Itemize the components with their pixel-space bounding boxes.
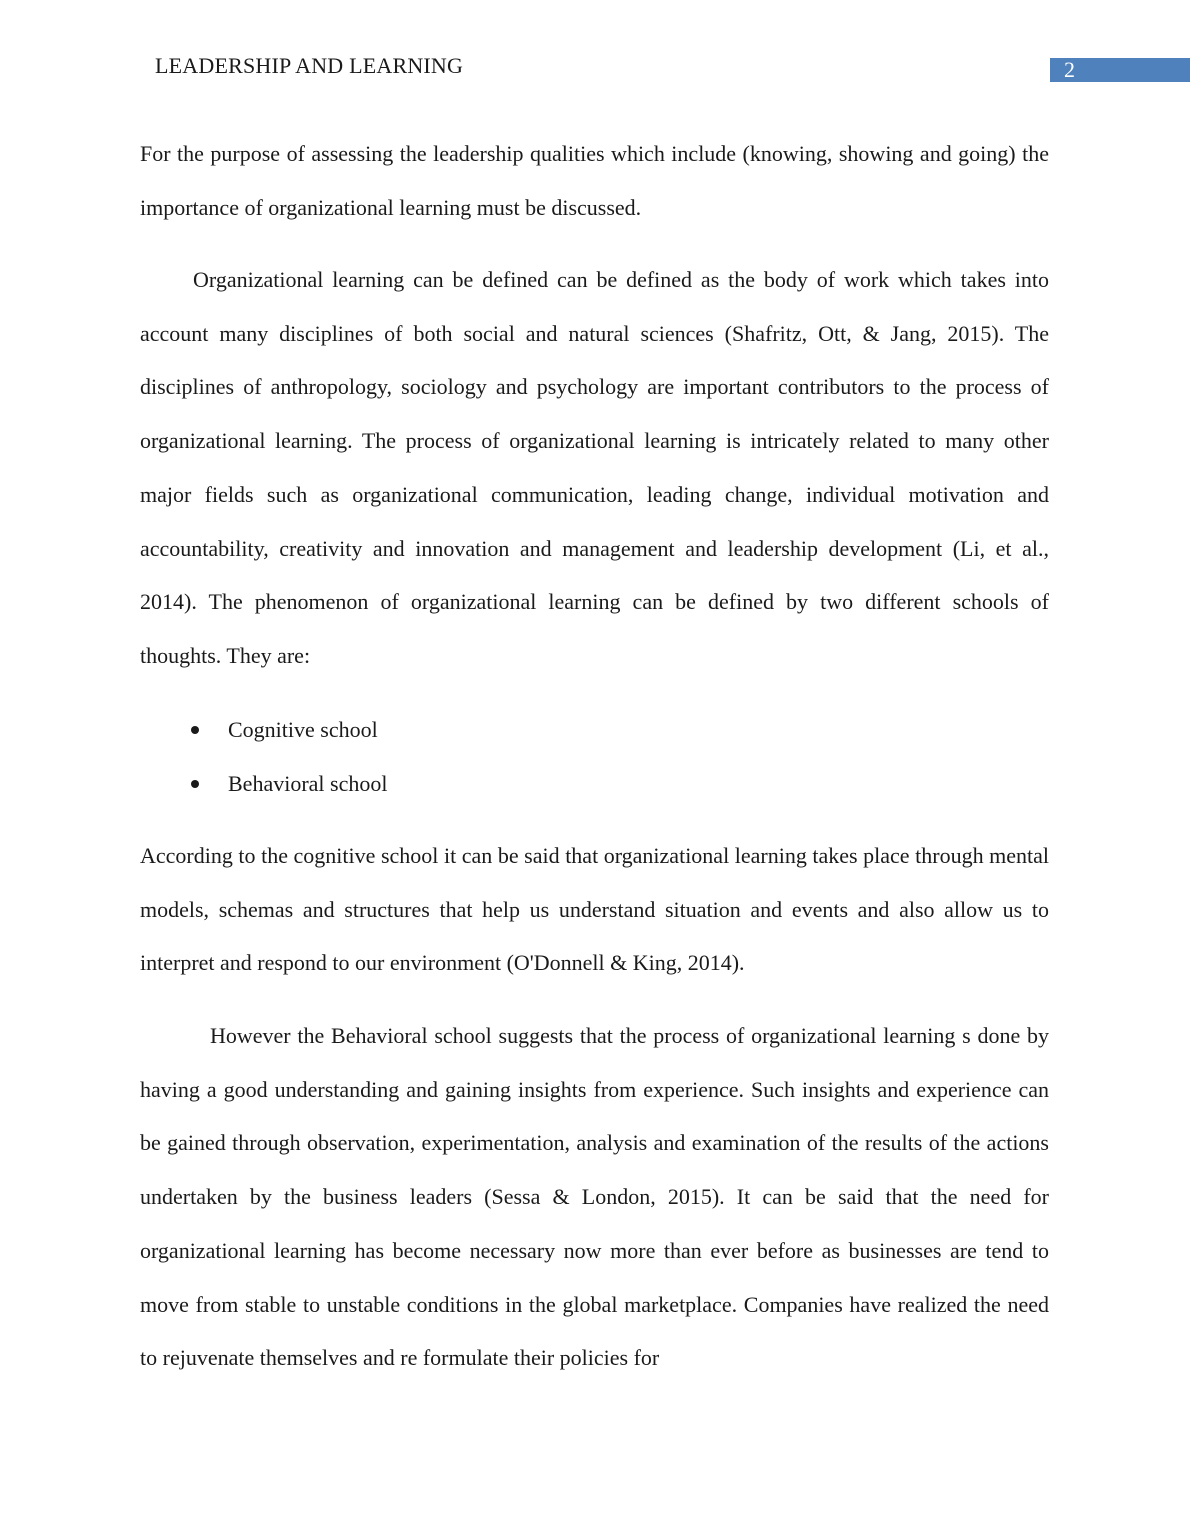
page-number-bar (1050, 58, 1190, 82)
paragraph-cognitive-school: According to the cognitive school it can be said that organizational learning takes place through mental models, schemas and structures that help us understand situation and events and also allow us to interpret and respond to our environment (O'Donnell & King, 2014). (140, 843, 1049, 976)
bullet-icon (191, 780, 199, 788)
schools-list (140, 703, 1049, 810)
bullet-icon (191, 726, 199, 734)
list-item-label: Behavioral school (228, 770, 388, 796)
running-head: LEADERSHIP AND LEARNING (155, 53, 464, 78)
page-number: 2 (1064, 57, 1075, 82)
list-item (140, 703, 1049, 757)
paragraph-definition: Organizational learning can be defined can be defined as the body of work which takes into account many disciplines of both social and natural sciences (Shafritz, Ott, & Jang, 2015). The disciplines of anthropology, sociology and psychology are important contributors to the process of organizational learning. The process of organizational learning is intricately related to many other major fields such as organizational communication, leading change, individual motivation and accountability, creativity and innovation and management and leadership development (Li, et al., 2014). The phenomenon of organizational learning can be defined by two different schools of thoughts. They are: (140, 267, 1049, 668)
list-item-label: Cognitive school (228, 717, 378, 742)
list-item (140, 757, 1049, 811)
paragraph-intro: For the purpose of assessing the leadership qualities which include (knowing, showing and going) the importance of organizational learning must be discussed. (140, 141, 1049, 220)
paragraph-behavioral-school: However the Behavioral school suggests that the process of organizational learning s done by having a good understanding and gaining insights from experience. Such insights and experience can be gained through observation, experimentation, analysis and examination of the results of the actions undertaken by the business leaders (Sessa & London, 2015). It can be said that the need for organizational learning has become necessary now more than ever before as businesses are tend to move from stable to unstable conditions in the global marketplace. Companies have realized the need to rejuvenate themselves and re formulate their policies for (140, 1023, 1049, 1371)
